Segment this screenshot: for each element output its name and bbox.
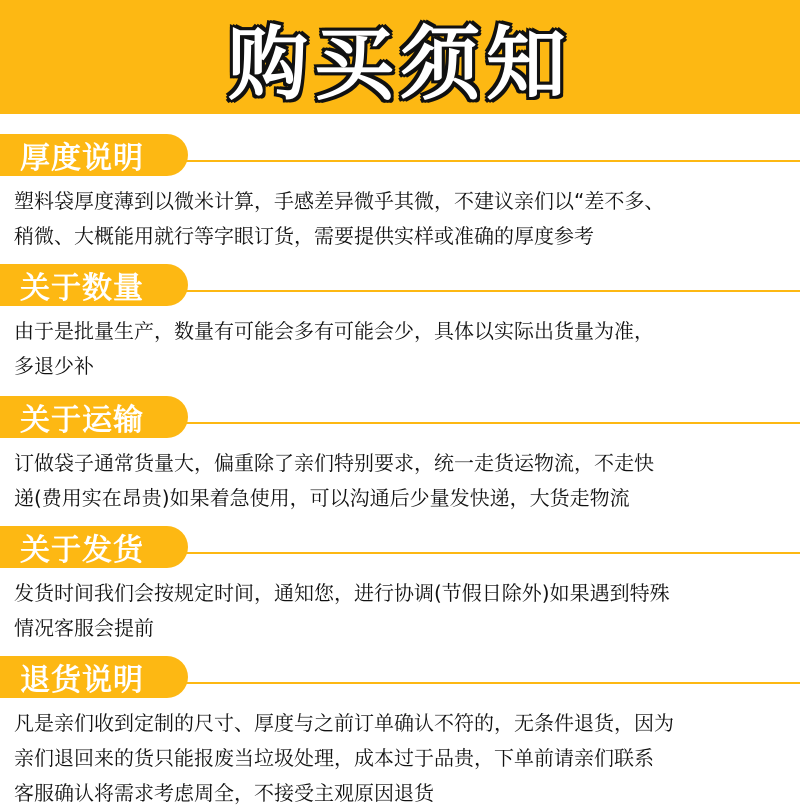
section-text: 塑料袋厚度薄到以微米计算，手感差异微乎其微，不建议亲们以“差不多、 稍微、大概能用就行等字眼订货，需要提供实样或准确的厚度参考	[14, 189, 665, 248]
section-heading: 关于发货	[0, 526, 188, 568]
section-heading: 关于数量	[0, 264, 188, 306]
section-heading: 退货说明	[0, 656, 188, 698]
section-heading: 关于运输	[0, 396, 188, 438]
section-divider	[180, 552, 800, 554]
section-divider	[180, 160, 800, 162]
section-heading: 厚度说明	[0, 134, 188, 176]
section-divider	[180, 290, 800, 292]
section-divider	[180, 422, 800, 424]
section-divider	[180, 682, 800, 684]
section-text: 订做袋子通常货量大，偏重除了亲们特别要求，统一走货运物流，不走快 递(费用实在昂贵)如果着急使用，可以沟通后少量发快递，大货走物流	[14, 451, 654, 510]
section-text: 凡是亲们收到定制的尺寸、厚度与之前订单确认不符的，无条件退货，因为 亲们退回来的货只能报废当垃圾处理，成本过于品贵，下单前请亲们联系 客服确认将需求考虑周全，不接受主观原因退货	[14, 711, 674, 805]
page-title: 购买须知	[228, 17, 572, 111]
section-text: 由于是批量生产，数量有可能会多有可能会少，具体以实际出货量为准， 多退少补	[14, 319, 654, 378]
section-text: 发货时间我们会按规定时间，通知您，进行协调(节假日除外)如果遇到特殊 情况客服会提前	[14, 581, 670, 640]
